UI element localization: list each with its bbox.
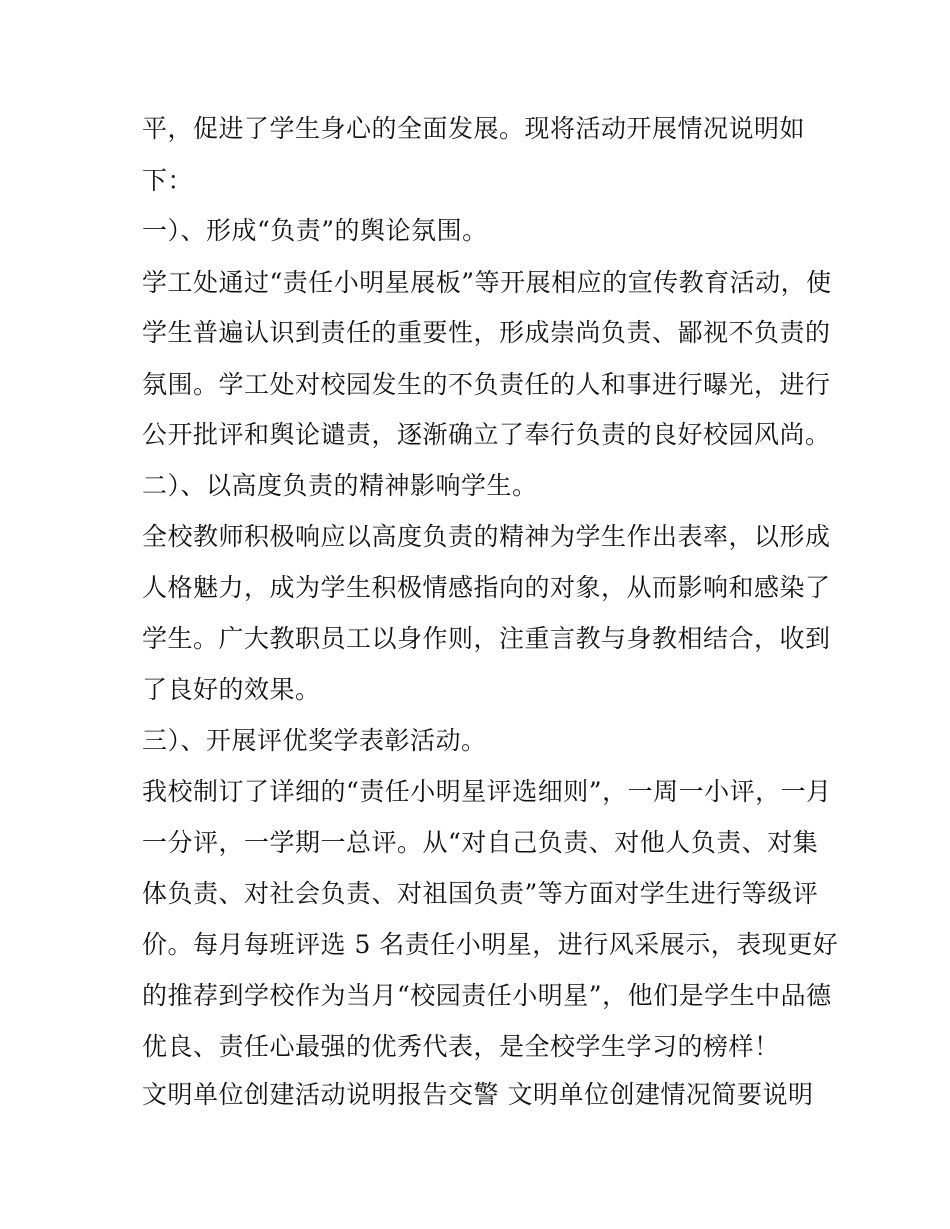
text-line-15: 一分评，一学期一总评。从“对自己负责、对他人负责、对集 [142,828,819,857]
text-line-14: 我校制订了详细的“责任小明星评选细则”，一周一小评，一月 [142,777,832,806]
text-line-2: 下： [142,166,194,195]
text-line-7: 公开批评和舆论谴责，逐渐确立了奉行负责的良好校园风尚。 [142,420,831,449]
text-line-12: 了良好的效果。 [142,675,321,704]
section-heading-2: 二）、以高度负责的精神影响学生。 [142,471,538,500]
text-line-6: 氛围。学工处对校园发生的不负责任的人和事进行曝光，进行 [142,370,831,399]
text-line-18: 的推荐到学校作为当月“校园责任小明星”，他们是学生中品德 [142,981,832,1010]
section-heading-3: 三）、开展评优奖学表彰活动。 [142,726,487,755]
section-heading-1: 一）、形成“负责”的舆论氛围。 [142,216,488,245]
text-line-1: 平，促进了学生身心的全面发展。现将活动开展情况说明如 [142,114,806,143]
text-line-17: 价。每月每班评选 5 名责任小明星，进行风采展示，表现更好 [142,930,839,959]
text-line-5: 学生普遍认识到责任的重要性，形成崇尚负责、鄙视不负责的 [142,318,831,347]
text-line-19: 优良、责任心最强的优秀代表，是全校学生学习的榜样！ [142,1032,780,1061]
text-line-4: 学工处通过“责任小明星展板”等开展相应的宣传教育活动，使 [142,268,832,297]
text-line-20: 文明单位创建活动说明报告交警 文明单位创建情况简要说明 [142,1080,814,1109]
text-line-11: 学生。广大教职员工以身作则，注重言教与身教相结合，收到 [142,624,831,653]
text-line-16: 体负责、对社会负责、对祖国负责”等方面对学生进行等级评 [142,879,819,908]
text-line-9: 全校教师积极响应以高度负责的精神为学生作出表率，以形成 [142,522,831,551]
text-line-10: 人格魅力，成为学生积极情感指向的对象，从而影响和感染了 [142,573,831,602]
